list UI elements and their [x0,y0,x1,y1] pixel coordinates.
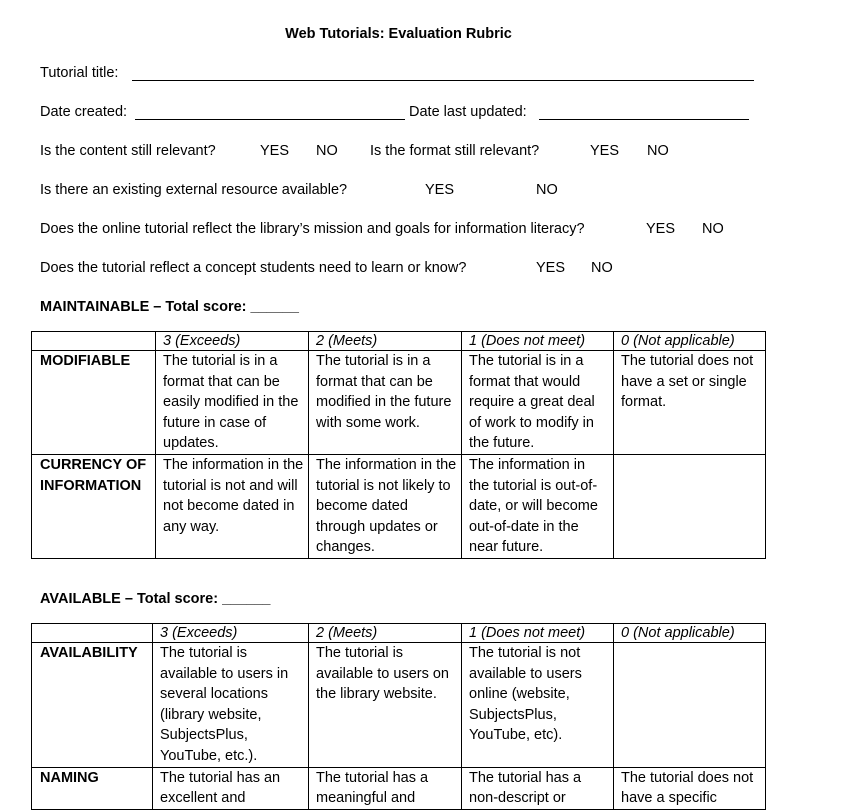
column-header: 2 (Meets) [309,624,462,643]
rubric-table-maintainable [31,331,766,559]
criterion-label: CURRENCY OF INFORMATION [32,454,156,558]
column-header: 0 (Not applicable) [614,624,766,643]
table-cell: The information in the tutorial is not likely to become dated through updates or changes. [309,454,462,558]
table-row [32,454,766,558]
table-cell: The information in the tutorial is out-of-date, or will become out-of-date in the near future. [462,454,614,558]
external-resource-yes[interactable]: YES [425,182,455,198]
table-cell: The information in the tutorial is not and will not become dated in any way. [156,454,309,558]
table-row [32,351,766,455]
table-cell: The tutorial does not have a set or single format. [614,351,766,455]
table-cell: The tutorial has an excellent and [153,767,309,809]
column-header: 1 (Does not meet) [462,332,614,351]
tutorial-title-blank[interactable] [132,80,754,81]
date-created-blank[interactable] [135,119,405,120]
column-header: 1 (Does not meet) [462,624,614,643]
criterion-label: NAMING [32,767,153,809]
mission-yes[interactable]: YES [646,221,676,237]
column-header: 3 (Exceeds) [153,624,309,643]
question-content-relevant: Is the content still relevant? [40,143,216,159]
table-cell: The tutorial is not available to users online (website, SubjectsPlus, YouTube, etc). [462,643,614,768]
table-cell: The tutorial is in a format that can be easily modified in the future in case of updates. [156,351,309,455]
tutorial-title-label: Tutorial title: [40,65,119,81]
rubric-table-available [31,623,766,810]
table-cell: The tutorial has a non-descript or [462,767,614,809]
question-mission: Does the online tutorial reflect the library’s mission and goals for information literacy? [40,221,585,237]
column-header [32,332,156,351]
column-header: 2 (Meets) [309,332,462,351]
external-resource-no[interactable]: NO [536,182,558,198]
table-cell: The tutorial does not have a specific [614,767,766,809]
criterion-label: AVAILABILITY [32,643,153,768]
table-cell: The tutorial is available to users in several locations (library website, SubjectsPlus, YouTube, etc.). [153,643,309,768]
question-external-resource: Is there an existing external resource available? [40,182,348,198]
document-title: Web Tutorials: Evaluation Rubric [285,26,512,42]
date-created-label: Date created: [40,104,128,120]
column-header [32,624,153,643]
table-cell [614,643,766,768]
table-cell: The tutorial is in a format that can be modified in the future with some work. [309,351,462,455]
table-header-row [32,624,766,643]
content-relevant-yes[interactable]: YES [260,143,290,159]
table-cell: The tutorial is available to users on the library website. [309,643,462,768]
question-format-relevant: Is the format still relevant? [370,143,540,159]
format-relevant-no[interactable]: NO [647,143,669,159]
date-updated-blank[interactable] [539,119,749,120]
table-cell: The tutorial is in a format that would require a great deal of work to modify in the future. [462,351,614,455]
section-available-heading: AVAILABLE – Total score: ______ [40,591,271,607]
criterion-label: MODIFIABLE [32,351,156,455]
concept-no[interactable]: NO [591,260,613,276]
format-relevant-yes[interactable]: YES [590,143,620,159]
column-header: 3 (Exceeds) [156,332,309,351]
table-cell: The tutorial has a meaningful and [309,767,462,809]
concept-yes[interactable]: YES [536,260,566,276]
mission-no[interactable]: NO [702,221,724,237]
table-cell [614,454,766,558]
content-relevant-no[interactable]: NO [316,143,338,159]
question-concept: Does the tutorial reflect a concept students need to learn or know? [40,260,467,276]
table-row [32,643,766,768]
section-maintainable-heading: MAINTAINABLE – Total score: ______ [40,299,299,315]
column-header: 0 (Not applicable) [614,332,766,351]
table-header-row [32,332,766,351]
table-row [32,767,766,809]
date-updated-label: Date last updated: [409,104,527,120]
